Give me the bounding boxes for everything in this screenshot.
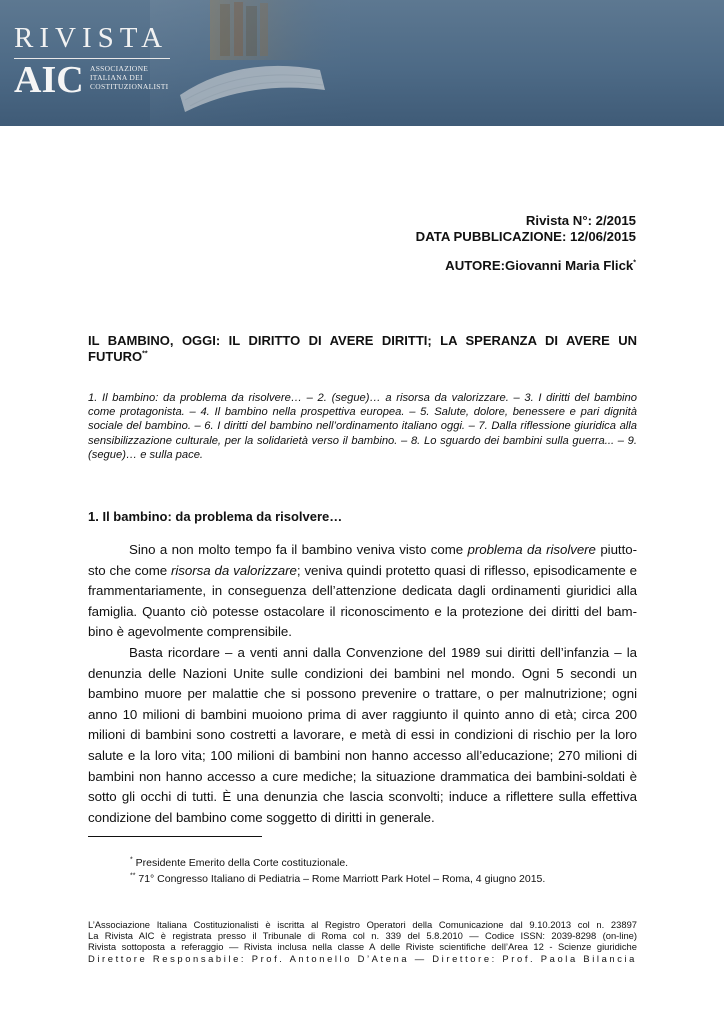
section-heading: 1. Il bambino: da problema da risolvere… (88, 509, 343, 524)
logo-assoc-line: ASSOCIAZIONE (90, 64, 149, 73)
issue-number: Rivista N°: 2/2015 (525, 213, 636, 228)
logo-assoc-line: ITALIANA DEI (90, 73, 143, 82)
journal-header-banner (0, 0, 724, 126)
logo-assoc-line: COSTITUZIONALISTI (90, 82, 169, 91)
logo-association-name (90, 64, 168, 91)
paragraph (88, 540, 637, 643)
footnote (130, 856, 545, 872)
article-title (88, 333, 637, 365)
footnote-divider (88, 836, 262, 837)
footer-directors: Direttore Responsabile: Prof. Antonello D’Atena — Direttore: Prof. Paola Bilancia (88, 952, 637, 964)
paragraph-emphasis: problema da risolvere (467, 542, 596, 557)
footnotes (130, 856, 545, 887)
logo-rivista-text: RIVISTA (14, 22, 169, 54)
author-footnote-mark: * (633, 259, 636, 267)
table-of-contents: 1. Il bambino: da problema da risolvere… – 2. (segue)… a risorsa da valorizzare. – 3. I diritti del bambino come protagonista. – 4. Il bambino nella prospettiva europea. – 5. Salute, dolore, benessere e pari dignità sociale del bambino. – 6. I diritti del bambino nell’ordinamento italiano oggi. – 7. Dalla riflessione giuridica alla sensibilizzazione culturale, per la solidarietà verso il bambino. – 8. Lo sguardo dei bambini sulla guerra... – 9. (segue)… e sulla pace. (88, 392, 637, 461)
paragraph-emphasis: risorsa da valorizzare (171, 562, 297, 578)
author-name: AUTORE:Giovanni Maria Flick (445, 258, 634, 273)
footnote-text: 71° Congresso Italiano di Pediatria – Rome Marriott Park Hotel – Roma, 4 giugno 2015. (135, 872, 546, 885)
footer-line: La Rivista AIC è registrata presso il Tribunale di Roma col n. 339 del 5.8.2010 — Codice ISSN: 2039-8298 (on-line) (88, 930, 637, 942)
page-footer (88, 919, 637, 964)
footer-line: L’Associazione Italiana Costituzionalisti è iscritta al Registro Operatori della Comunicazione dal 9.10.2013 col n. 23897 (88, 919, 637, 930)
footnote-mark: * (130, 856, 133, 864)
footnote-mark: ** (130, 872, 136, 879)
footer-line: Rivista sottoposta a referaggio — Rivista inclusa nella classe A delle Riviste scientifiche dell’Area 12 - Scienze giuridiche (88, 941, 637, 953)
publication-date: DATA PUBBLICAZIONE: 12/06/2015 (415, 229, 636, 244)
open-book-image (150, 0, 350, 126)
paragraph-text: Sino a non molto tempo fa il bambino veniva visto come (129, 542, 468, 557)
footnote (130, 872, 545, 888)
title-footnote-mark: ** (142, 350, 148, 358)
logo-aic-text: AIC (14, 59, 84, 101)
article-body (88, 540, 637, 828)
article-title-text: IL BAMBINO, OGGI: IL DIRITTO DI AVERE DIRITTI; LA SPERANZA DI AVERE UN FUTURO (88, 333, 637, 364)
paragraph-text: piuttosto che come (88, 542, 638, 578)
paragraph: Basta ricordare – a venti anni dalla Convenzione del 1989 sui diritti dell’infanzia – la denunzia delle Nazioni Unite sulle condizioni dei bambini nel mondo. Ogni 5 secondi un bambino muore per malattie che si possono prevenire o trattare, o per malnutrizione; ogni anno 10 milioni di bambini muoiono prima di aver raggiunto il quinto anno di età; circa 200 milioni di bambini sono costretti a lavorare, e metà di essi in condizioni di rischio per la loro salute e la loro vita; 100 milioni di bambini non hanno accesso all’educazione; 270 milioni di bambini non hanno accesso a cure mediche; la situazione drammatica dei bambini-soldati è sotto gli occhi di tutti. È una denunzia che lascia sconvolti; induce a riflettere sulla effettiva condizione del bambino come soggetto di diritti in generale. (88, 644, 637, 825)
paragraph-text: ; veniva quindi protetto quasi di riflesso, episodicamente e frammentariamente, in conseguenza dell’attenzione dedicata dagli ordinamenti giuridici alla famiglia. Quanto ciò potesse ostacolare il riconoscimento e la protezione dei diritti del bambino è agevolmente comprensibile. (88, 562, 637, 640)
author-line (445, 258, 636, 273)
footnote-text: Presidente Emerito della Corte costituzionale. (132, 857, 349, 869)
